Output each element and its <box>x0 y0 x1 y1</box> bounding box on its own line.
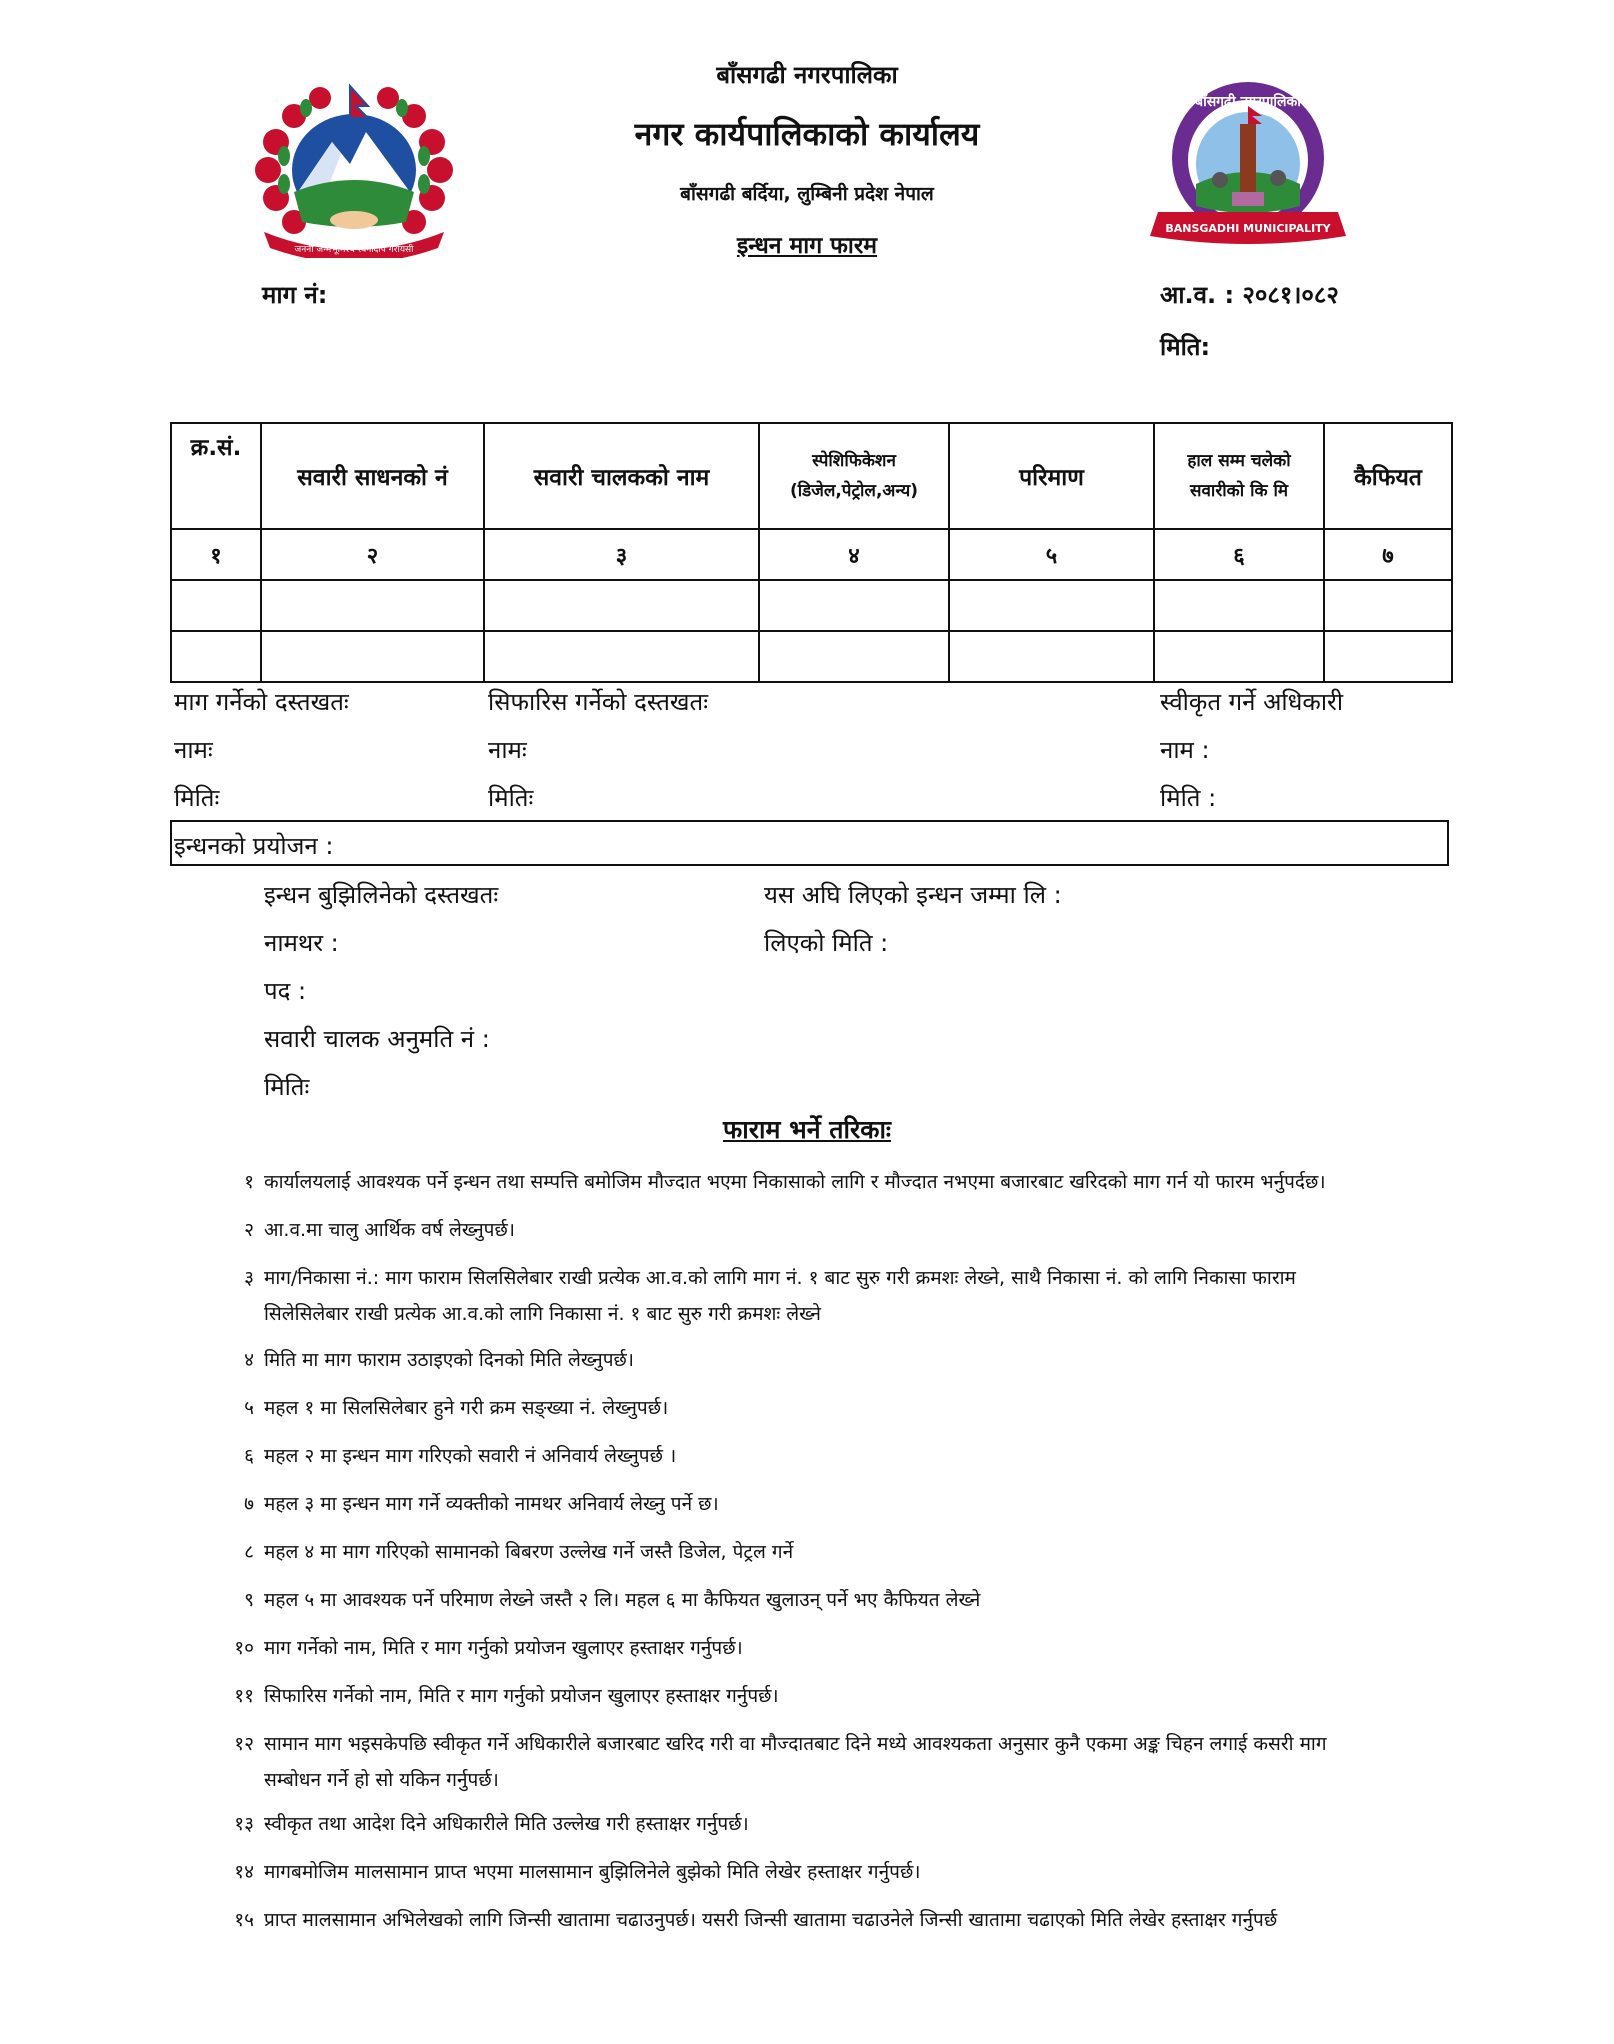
instruction-text: महल १ मा सिलसिलेबार हुने गरी क्रम सङ्ख्या नं. लेख्नुपर्छ। <box>264 1397 669 1419</box>
table-cell[interactable] <box>759 580 949 631</box>
col-serial-header: क्र.सं. <box>171 423 261 529</box>
table-row <box>171 580 1452 631</box>
table-cell[interactable] <box>1154 631 1324 682</box>
instruction-text: महल ५ मा आवश्यक पर्ने परिमाण लेख्ने जस्तै २ लि। महल ६ मा कैफियत खुलाउन् पर्ने भए कैफियत लेख्ने <box>264 1589 981 1611</box>
instruction-text: महल ३ मा इन्धन माग गर्ने व्यक्तीको नामथर अनिवार्य लेख्नु पर्ने छ। <box>264 1493 719 1515</box>
instruction-text: कार्यालयलाई आवश्यक पर्ने इन्धन तथा सम्पत्ति बमोजिम मौज्दात भएमा निकासाको लागि र मौज्दात नभएमा बजारबाट खरिदको माग गर्न यो फारम भर्नुपर्दछ। <box>264 1171 1326 1193</box>
table-cell[interactable] <box>261 631 484 682</box>
km-label-line1: हाल सम्म चलेको <box>1187 451 1291 471</box>
driver-license-label: सवारी चालक अनुमति नं : <box>264 1025 490 1053</box>
table-cell[interactable] <box>484 631 759 682</box>
municipality-name: बाँसगढी नगरपालिका <box>716 61 898 89</box>
demand-table <box>170 422 1453 683</box>
date-label: मिति: <box>1160 333 1211 361</box>
requester-date-label: मितिः <box>174 784 220 812</box>
right-logo-top-text: बाँसगढी नगरपालिका <box>1195 94 1301 110</box>
table-cell[interactable] <box>759 631 949 682</box>
table-number-row <box>171 529 1452 580</box>
col-number: ६ <box>1154 529 1324 580</box>
table-cell[interactable] <box>949 580 1154 631</box>
fuel-taken-date-label: लिएको मिति : <box>764 929 889 957</box>
requester-sign-label: माग गर्नेको दस्तखतः <box>174 688 349 716</box>
table-cell[interactable] <box>1324 580 1452 631</box>
instruction-number: २ <box>244 1219 254 1241</box>
instruction-number: ६ <box>244 1445 254 1467</box>
col-specification-header <box>759 423 949 529</box>
instruction-number: १३ <box>234 1813 254 1835</box>
instruction-number: १ <box>244 1171 254 1193</box>
instruction-number: ३ <box>244 1267 254 1289</box>
receiver-date-label: मितिः <box>264 1073 310 1101</box>
instruction-text: मागबमोजिम मालसामान प्राप्त भएमा मालसामान बुझिलिनेले बुझेको मिति लेखेर हस्ताक्षर गर्नुपर्छ। <box>264 1861 921 1883</box>
instruction-number: ९ <box>244 1589 254 1611</box>
recommender-name-label: नामः <box>488 736 527 764</box>
specification-label: स्पेशिफिकेशन <box>812 451 896 471</box>
instruction-number: १२ <box>234 1733 254 1755</box>
receiver-name-label: नामथर : <box>264 929 339 957</box>
instruction-number: ५ <box>244 1397 254 1419</box>
instruction-text: महल २ मा इन्धन माग गरिएको सवारी नं अनिवार्य लेख्नुपर्छ । <box>264 1445 677 1467</box>
form-title: इन्धन माग फारम <box>736 233 878 259</box>
table-cell[interactable] <box>171 631 261 682</box>
col-number: ३ <box>484 529 759 580</box>
instruction-number: १५ <box>234 1909 254 1931</box>
col-quantity-header: परिमाण <box>949 423 1154 529</box>
approver-sign-label: स्वीकृत गर्ने अधिकारी <box>1160 688 1344 716</box>
specification-types: (डिजेल,पेट्रोल,अन्य) <box>789 481 919 501</box>
instruction-text: आ.व.मा चालु आर्थिक वर्ष लेख्नुपर्छ। <box>264 1219 515 1241</box>
instruction-number: ४ <box>244 1349 254 1371</box>
receiver-sign-label: इन्धन बुझिलिनेको दस्तखतः <box>264 881 499 909</box>
receiver-post-label: पद : <box>264 977 307 1005</box>
table-row <box>171 631 1452 682</box>
fuel-purpose-label: इन्धनको प्रयोजन : <box>174 832 334 860</box>
requester-name-label: नामः <box>174 736 213 764</box>
previous-fuel-total-label: यस अघि लिएको इन्धन जम्मा लि : <box>764 881 1062 909</box>
col-number: ७ <box>1324 529 1452 580</box>
office-address: बाँसगढी बर्दिया, लुम्बिनी प्रदेश नेपाल <box>680 183 934 205</box>
recommender-date-label: मितिः <box>488 784 534 812</box>
table-cell[interactable] <box>949 631 1154 682</box>
nepal-emblem-logo <box>246 72 462 258</box>
col-number: १ <box>171 529 261 580</box>
approver-name-label: नाम : <box>1160 736 1210 764</box>
instruction-number: ११ <box>234 1685 254 1707</box>
col-vehicle-no-header: सवारी साधनको नं <box>261 423 484 529</box>
fiscal-year-label: आ.व. : २०८१।०८२ <box>1160 281 1339 309</box>
instruction-text: प्राप्त मालसामान अभिलेखको लागि जिन्सी खातामा चढाउनुपर्छ। यसरी जिन्सी खातामा चढाउनेले जिन्सी खातामा चढाएको मिति लेखेर हस्ताक्षर गर्नुपर्छ <box>264 1909 1278 1931</box>
instruction-text: माग/निकासा नं.: माग फाराम सिलसिलेबार राखी प्रत्येक आ.व.को लागि माग नं. १ बाट सुरु गरी क्रमशः लेख्ने, साथै निकासा नं. को लागि निकासा फाराम <box>264 1267 1296 1289</box>
emblem-motto: जननी जन्मभूमिश्च स्वर्गादपि गरीयसी <box>294 245 414 255</box>
instruction-text: सिफारिस गर्नेको नाम, मिति र माग गर्नुको प्रयोजन खुलाएर हस्ताक्षर गर्नुपर्छ। <box>264 1685 779 1707</box>
col-number: २ <box>261 529 484 580</box>
table-cell[interactable] <box>1324 631 1452 682</box>
table-cell[interactable] <box>171 580 261 631</box>
instruction-text: मिति मा माग फाराम उठाइएको दिनको मिति लेख्नुपर्छ। <box>264 1349 635 1371</box>
col-remarks-header: कैफियत <box>1324 423 1452 529</box>
office-name: नगर कार्यपालिकाको कार्यालय <box>634 115 980 153</box>
km-label-line2: सवारीको कि मि <box>1189 481 1289 501</box>
instruction-number: ७ <box>244 1493 254 1515</box>
recommender-sign-label: सिफारिस गर्नेको दस्तखतः <box>488 688 709 716</box>
col-number: ५ <box>949 529 1154 580</box>
table-cell[interactable] <box>261 580 484 631</box>
instruction-text: माग गर्नेको नाम, मिति र माग गर्नुको प्रयोजन खुलाएर हस्ताक्षर गर्नुपर्छ। <box>264 1637 743 1659</box>
instruction-number: ८ <box>244 1541 254 1563</box>
instruction-text: सामान माग भइसकेपछि स्वीकृत गर्ने अधिकारीले बजारबाट खरिद गरी वा मौज्दातबाट दिने मध्ये आवश्यकता अनुसार कुनै एकमा अङ्क चिहन लगाई कसरी माग <box>264 1733 1327 1755</box>
instruction-text: सिलेसिलेबार राखी प्रत्येक आ.व.को लागि निकासा नं. १ बाट सुरु गरी क्रमशः लेख्ने <box>264 1303 821 1325</box>
table-header-row <box>171 423 1452 529</box>
table-cell[interactable] <box>1154 580 1324 631</box>
col-km-header <box>1154 423 1324 529</box>
instructions-title: फाराम भर्ने तरिकाः <box>723 1115 891 1144</box>
fuel-purpose-box[interactable] <box>170 820 1449 866</box>
col-number: ४ <box>759 529 949 580</box>
right-logo-ribbon-text: BANSGADHI MUNICIPALITY <box>1165 222 1331 235</box>
instruction-text: महल ४ मा माग गरिएको सामानको बिबरण उल्लेख गर्ने जस्तै डिजेल, पेट्रल गर्ने <box>264 1541 794 1563</box>
instruction-text: स्वीकृत तथा आदेश दिने अधिकारीले मिति उल्लेख गरी हस्ताक्षर गर्नुपर्छ। <box>264 1813 749 1835</box>
demand-number-label: माग नं: <box>262 281 328 309</box>
bansgadhi-municipality-logo <box>1150 80 1346 256</box>
col-driver-name-header: सवारी चालकको नाम <box>484 423 759 529</box>
instruction-text: सम्बोधन गर्ने हो सो यकिन गर्नुपर्छ। <box>264 1769 499 1791</box>
instruction-number: १० <box>234 1637 254 1659</box>
approver-date-label: मिति : <box>1160 784 1217 812</box>
table-cell[interactable] <box>484 580 759 631</box>
instruction-number: १४ <box>234 1861 254 1883</box>
